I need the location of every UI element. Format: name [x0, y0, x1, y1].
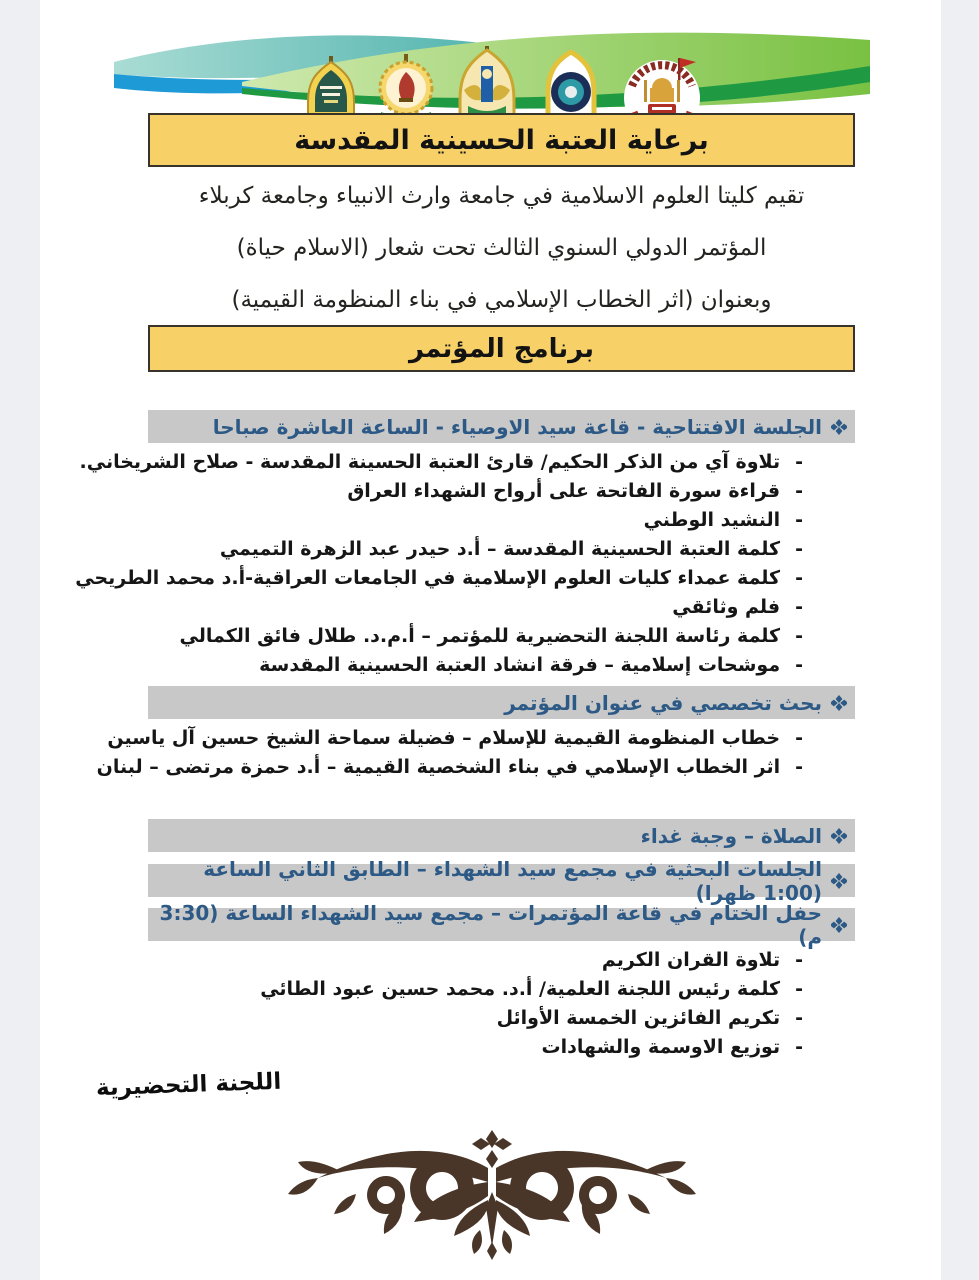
committee-signature: اللجنة التحضيرية: [95, 1068, 282, 1102]
sponsor-banner: [148, 113, 855, 167]
list-item: - تكريم الفائزين الخمسة الأوائل: [148, 1004, 803, 1033]
four-diamond-bullet-icon: [831, 873, 847, 889]
list-item: - كلمة العتبة الحسينية المقدسة – أ.د حيدر عبد الزهرة التميمي: [148, 535, 803, 564]
list-item: - اثر الخطاب الإسلامي في بناء الشخصية القيمية – أ.د حمزة مرتضى – لبنان: [148, 753, 803, 782]
program-section: [148, 856, 855, 905]
program-sections: [75, 410, 855, 1065]
document-page: [40, 0, 941, 1280]
section-item-list: [75, 448, 855, 680]
list-item: - كلمة عمداء كليات العلوم الإسلامية في الجامعات العراقية-أ.د محمد الطريحي: [148, 564, 803, 593]
section-header-band: [148, 819, 855, 852]
four-diamond-bullet-icon: [831, 828, 847, 844]
program-section: [75, 410, 855, 680]
section-title: الجلسة الافتتاحية - قاعة سيد الاوصياء - الساعة العاشرة صباحا: [212, 414, 822, 439]
four-diamond-bullet-icon: [831, 695, 847, 711]
sponsor-banner-text: برعاية العتبة الحسينية المقدسة: [294, 124, 709, 156]
section-header-band: [148, 856, 855, 905]
section-item-list: [96, 724, 855, 782]
list-item: - كلمة رئاسة اللجنة التحضيرية للمؤتمر – أ.م.د. طلال فائق الكمالي: [148, 622, 803, 651]
four-diamond-bullet-icon: [831, 419, 847, 435]
floral-flourish-ornament: [282, 1130, 702, 1262]
section-title: الصلاة – وجبة غداء: [640, 823, 822, 848]
intro-line-3: وبعنوان (اثر الخطاب الإسلامي في بناء المنظومة القيمية): [231, 287, 772, 313]
program-section: [148, 819, 855, 852]
intro-line-1: تقيم كليتا العلوم الاسلامية في جامعة وارث الانبياء وجامعة كربلاء: [198, 183, 805, 209]
header-banner-graphic: [92, 22, 876, 120]
section-item-list: [148, 946, 855, 1062]
list-item: - النشيد الوطني: [148, 506, 803, 535]
list-item: - كلمة رئيس اللجنة العلمية/ أ.د. محمد حسين عبود الطائي: [148, 975, 803, 1004]
four-diamond-bullet-icon: [831, 917, 847, 933]
list-item: - تلاوة آي من الذكر الحكيم/ قارئ العتبة الحسينة المقدسة - صلاح الشريخاني.: [148, 448, 803, 477]
section-header-band: [148, 900, 855, 949]
section-header-band: [148, 410, 855, 443]
intro-line-2: المؤتمر الدولي السنوي الثالث تحت شعار (الاسلام حياة): [236, 235, 767, 261]
program-section: [96, 686, 855, 782]
program-banner: [148, 325, 855, 372]
intro-text-block: [148, 182, 855, 338]
program-section: [148, 900, 855, 1062]
list-item: - خطاب المنظومة القيمية للإسلام – فضيلة سماحة الشيخ حسين آل ياسين: [148, 724, 803, 753]
list-item: - قراءة سورة الفاتحة على أرواح الشهداء العراق: [148, 477, 803, 506]
list-item: - توزيع الاوسمة والشهادات: [148, 1033, 803, 1062]
list-item: - تلاوة القران الكريم: [148, 946, 803, 975]
list-item: - موشحات إسلامية – فرقة انشاد العتبة الحسينية المقدسة: [148, 651, 803, 680]
program-banner-text: برنامج المؤتمر: [408, 333, 595, 364]
section-title: بحث تخصصي في عنوان المؤتمر: [504, 690, 822, 715]
list-item: - فلم وثائقي: [148, 593, 803, 622]
section-header-band: [148, 686, 855, 719]
section-title: حفل الختام في قاعة المؤتمرات – مجمع سيد الشهداء الساعة (3:30 م): [159, 900, 822, 949]
section-title: الجلسات البحثية في مجمع سيد الشهداء – الطابق الثاني الساعة (1:00 ظهرا): [203, 856, 822, 905]
